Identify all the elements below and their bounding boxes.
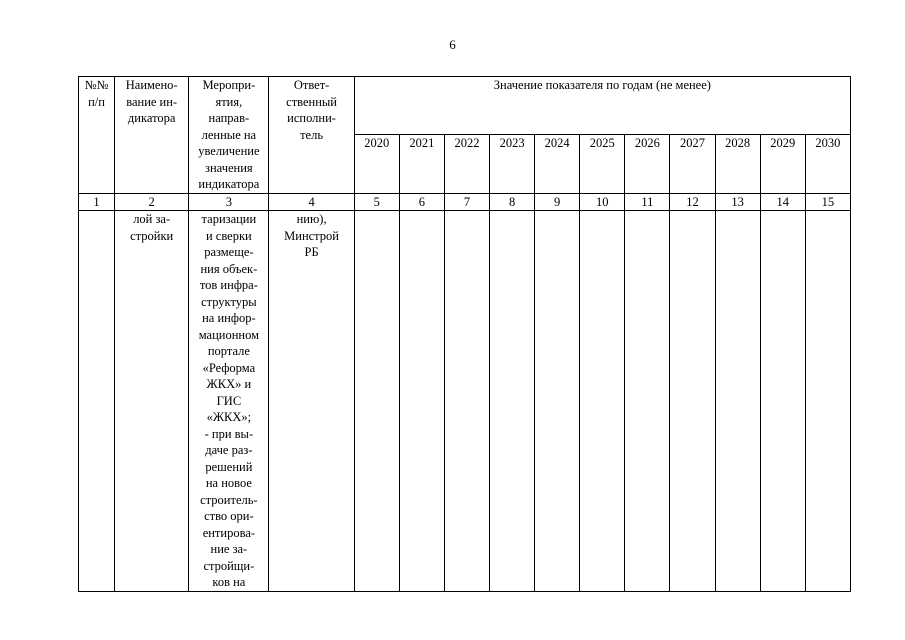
header-year: 2028 xyxy=(715,135,760,193)
column-number: 10 xyxy=(580,193,625,211)
header-year: 2026 xyxy=(625,135,670,193)
header-text: Меропри- xyxy=(202,78,256,92)
header-name xyxy=(115,77,189,194)
header-text: дикатора xyxy=(127,111,176,125)
cell-text: «ЖКХ»; xyxy=(206,410,252,424)
table-row xyxy=(79,211,851,592)
page-number: 6 xyxy=(449,37,456,52)
cell-text: таризации xyxy=(201,212,257,226)
cell-text: ГИС xyxy=(216,393,242,408)
cell-text: стройщи- xyxy=(203,558,255,573)
cell-text: ние за- xyxy=(210,542,248,556)
column-number: 11 xyxy=(625,193,670,211)
year-value-cell xyxy=(805,211,850,592)
header-year: 2030 xyxy=(805,135,850,193)
year-value-cell xyxy=(354,211,399,592)
year-value-cell xyxy=(625,211,670,592)
indicator-table xyxy=(78,76,851,592)
header-years-group: Значение показателя по годам (не менее) xyxy=(354,77,850,135)
cell-text: «Реформа xyxy=(202,360,256,375)
cell-text: портале xyxy=(207,344,250,358)
year-value-cell xyxy=(535,211,580,592)
column-number: 4 xyxy=(269,193,354,211)
header-text: Ответ- xyxy=(293,78,330,92)
header-row xyxy=(79,77,851,135)
header-text: индикатора xyxy=(198,177,260,191)
header-year: 2022 xyxy=(444,135,489,193)
year-value-cell xyxy=(580,211,625,592)
cell-text: ков на xyxy=(212,575,246,589)
header-text: №№ xyxy=(84,78,109,92)
year-value-cell xyxy=(760,211,805,592)
row-executor-cell xyxy=(269,211,354,592)
cell-text: ентирова- xyxy=(202,525,256,540)
header-year: 2027 xyxy=(670,135,715,193)
header-text: исполни- xyxy=(287,111,336,125)
column-number: 8 xyxy=(490,193,535,211)
header-year: 2029 xyxy=(760,135,805,193)
cell-text: строитель- xyxy=(200,492,258,507)
header-year: 2024 xyxy=(535,135,580,193)
column-number: 15 xyxy=(805,193,850,211)
cell-text: стройки xyxy=(130,228,174,243)
header-text: Наимено- xyxy=(125,78,178,92)
header-executor xyxy=(269,77,354,194)
year-value-cell xyxy=(399,211,444,592)
column-number: 13 xyxy=(715,193,760,211)
cell-text: даче раз- xyxy=(205,443,253,457)
column-number: 5 xyxy=(354,193,399,211)
cell-text: размеще- xyxy=(204,245,254,259)
cell-text: Минстрой xyxy=(284,228,339,243)
column-number: 6 xyxy=(399,193,444,211)
header-action xyxy=(189,77,269,194)
cell-text: - при вы- xyxy=(204,426,254,441)
header-text: значения xyxy=(205,160,253,175)
column-number-row xyxy=(79,193,851,211)
row-name-cell xyxy=(115,211,189,592)
cell-text: ЖКХ» и xyxy=(206,377,252,391)
cell-text: тов инфра- xyxy=(199,278,258,292)
cell-text: на инфор- xyxy=(202,311,256,325)
column-number: 3 xyxy=(189,193,269,211)
column-number: 9 xyxy=(535,193,580,211)
header-year: 2021 xyxy=(399,135,444,193)
header-year: 2020 xyxy=(354,135,399,193)
column-number: 14 xyxy=(760,193,805,211)
column-number: 7 xyxy=(444,193,489,211)
cell-text: и сверки xyxy=(205,228,252,243)
row-num-cell xyxy=(79,211,115,592)
column-number: 1 xyxy=(79,193,115,211)
cell-text: ство ори- xyxy=(204,509,254,523)
column-number: 12 xyxy=(670,193,715,211)
cell-text: нию), xyxy=(296,212,327,226)
header-text: вание ин- xyxy=(126,94,178,109)
header-num xyxy=(79,77,115,194)
header-text: тель xyxy=(300,127,324,142)
row-action-cell xyxy=(189,211,269,592)
header-text: ленные на xyxy=(201,127,257,142)
year-value-cell xyxy=(444,211,489,592)
header-text: ятия, xyxy=(215,94,243,109)
header-text: ственный xyxy=(286,94,337,109)
cell-text: структуры xyxy=(201,294,257,309)
year-value-cell xyxy=(670,211,715,592)
cell-text: на новое xyxy=(205,476,252,490)
header-year: 2023 xyxy=(490,135,535,193)
year-value-cell xyxy=(490,211,535,592)
cell-text: ния объек- xyxy=(200,261,258,276)
cell-text: мационном xyxy=(198,327,260,342)
cell-text: лой за- xyxy=(133,212,171,226)
year-value-cell xyxy=(715,211,760,592)
header-text: направ- xyxy=(208,111,250,125)
header-text: увеличение xyxy=(198,144,260,158)
cell-text: решений xyxy=(205,459,253,474)
header-text: п/п xyxy=(88,94,105,109)
column-number: 2 xyxy=(115,193,189,211)
cell-text: РБ xyxy=(304,245,319,259)
header-year: 2025 xyxy=(580,135,625,193)
